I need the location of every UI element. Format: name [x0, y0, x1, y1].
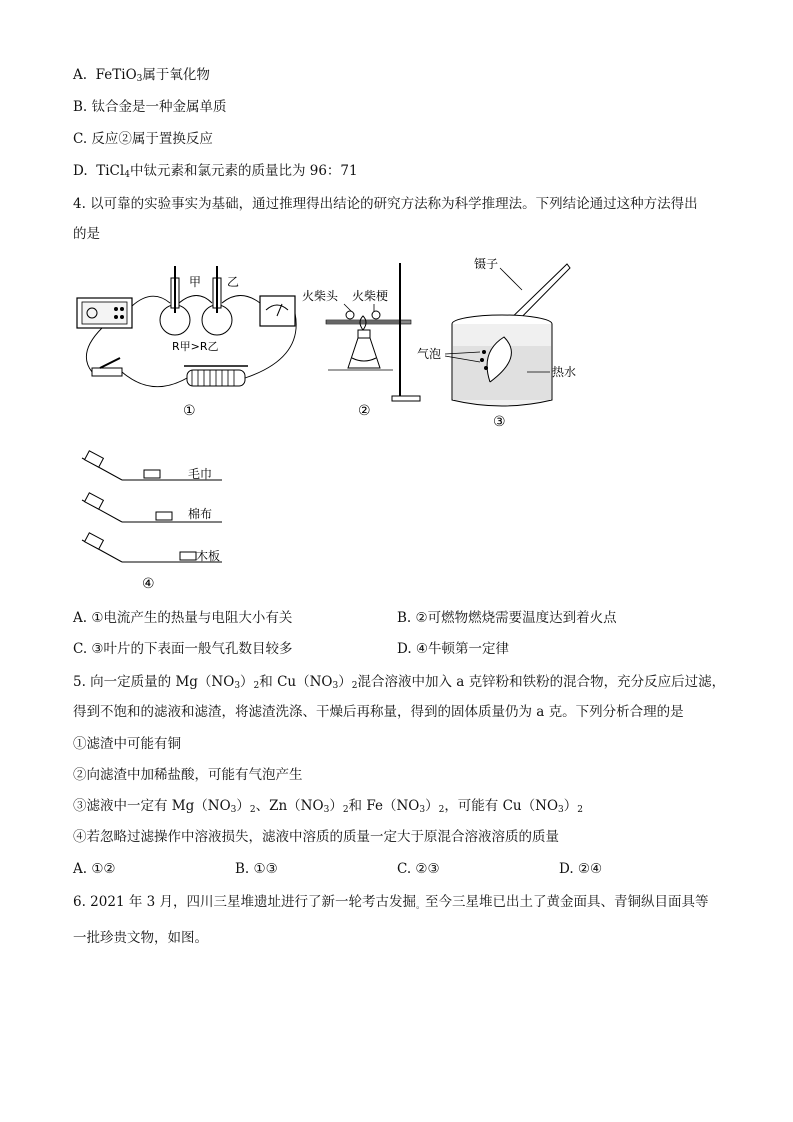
q6-stem-line1: 6. 2021 年 3 月，四川三星堆遗址进行了新一轮考古发掘$_。$至今三星堆已出土了黄金面具、青铜纵目面具等 — [73, 894, 709, 911]
surface-wood-label: 木板 — [196, 549, 221, 563]
flask-jia-label: 甲 — [189, 275, 202, 289]
q4-stem-line2: 的是 — [73, 226, 100, 242]
q5-option-b: B. ①③ — [235, 861, 278, 877]
hot-water-label: 热水 — [552, 365, 577, 379]
figure-4-slopes — [72, 448, 262, 596]
q5-option-c: C. ②③ — [397, 861, 440, 877]
q5-option-a: A. ①② — [73, 861, 116, 877]
q5-item-4: ④若忽略过滤操作中溶液损失，滤液中溶质的质量一定大于原混合溶液溶质的质量 — [73, 829, 559, 845]
q4-option-d: D. ④牛顿第一定律 — [397, 641, 510, 657]
surface-towel-label: 毛巾 — [188, 467, 213, 481]
figure-2-combustion — [302, 258, 426, 423]
q5-stem-line1: 5. 向一定质量的 $Mg(NO_3)_2$和 $Cu(NO_3)_2$混合溶液中加入 a 克锌粉和铁粉的混合物，充分反应后过滤， — [73, 674, 726, 691]
figure-3-leaf-in-water — [412, 252, 592, 430]
flask-yi-label: 乙 — [227, 275, 240, 289]
q3-option-a: A. FeTiO$_3$属于氧化物 — [73, 67, 210, 84]
bubbles-label: 气泡 — [417, 347, 442, 361]
resistance-relation: R甲>R乙 — [172, 340, 219, 353]
q5-item-2: ②向滤渣中加稀盐酸，可能有气泡产生 — [73, 767, 303, 783]
tweezers-label: 镊子 — [474, 257, 499, 271]
q5-item-3: ③滤液中一定有 $Mg(NO_3)_2$、$Zn(NO_3)_2$和 $Fe(NO_3)_2$，可能有 $Cu(NO_3)_2$ — [73, 798, 583, 815]
q3-option-c: C. 反应②属于置换反应 — [73, 131, 213, 147]
q5-stem-line2: 得到不饱和的滤液和滤渣，将滤渣洗涤、干燥后再称量，得到的固体质量仍为 a 克。下列分析合理的是 — [73, 704, 684, 720]
match-stick-label: 火柴梗 — [352, 289, 389, 303]
figure-1-number: ① — [183, 403, 196, 419]
q5-option-d: D. ②④ — [559, 861, 603, 877]
q4-option-b: B. ②可燃物燃烧需要温度达到着火点 — [397, 610, 617, 626]
q6-stem-line2: 一批珍贵文物，如图。 — [73, 930, 208, 946]
q4-option-a: A. ①电流产生的热量与电阻大小有关 — [73, 610, 293, 626]
q3-option-d: D. TiCl$_4$中钛元素和氯元素的质量比为 96：71 — [73, 163, 358, 180]
figure-3-number: ③ — [493, 414, 506, 430]
q4-option-c: C. ③叶片的下表面一般气孔数目较多 — [73, 641, 293, 657]
q3-option-b: B. 钛合金是一种金属单质 — [73, 99, 227, 115]
q5-item-1: ①滤渣中可能有铜 — [73, 736, 181, 752]
figure-4-number: ④ — [142, 576, 155, 592]
figure-2-number: ② — [358, 403, 371, 419]
figure-1-circuit — [72, 258, 307, 423]
match-head-label: 火柴头 — [302, 289, 339, 303]
surface-cotton-label: 棉布 — [188, 507, 213, 521]
q4-stem-line1: 4. 以可靠的实验事实为基础，通过推理得出结论的研究方法称为科学推理法。下列结论通过这种方法得出 — [73, 196, 698, 212]
